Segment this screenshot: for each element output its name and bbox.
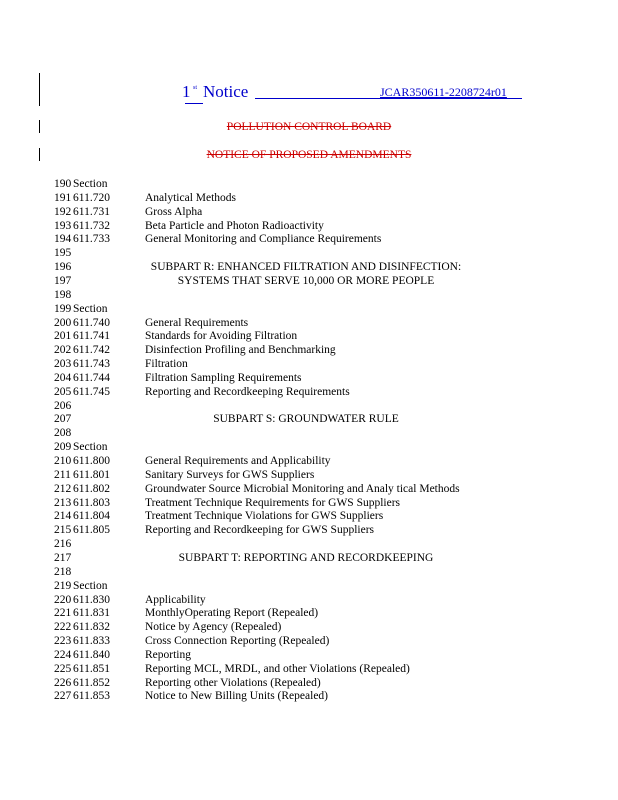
section-number: 611.851 — [73, 662, 110, 675]
listing-line — [0, 329, 618, 343]
listing-line — [0, 689, 618, 703]
listing-line — [0, 371, 618, 385]
section-number: 611.831 — [73, 607, 110, 620]
section-number: 611.742 — [73, 344, 110, 357]
section-number: 611.732 — [73, 219, 110, 232]
line-number: 203 — [54, 358, 72, 371]
listing-line — [0, 676, 618, 690]
listing-line — [0, 191, 618, 205]
listing-line — [0, 551, 618, 565]
listing-line — [0, 385, 618, 399]
line-number: 214 — [54, 510, 72, 523]
line-number: 202 — [54, 344, 72, 357]
section-title: Cross Connection Reporting (Repealed) — [145, 635, 330, 648]
listing-line — [0, 412, 618, 426]
line-number: 210 — [54, 455, 72, 467]
section-title: Treatment Technique Requirements for GWS Suppliers — [145, 496, 401, 509]
listing-line — [0, 426, 618, 440]
board-title: POLLUTION CONTROL BOARD — [226, 121, 392, 133]
line-number: 194 — [54, 233, 72, 246]
header-document-id: JCAR350611-2208724r01 — [380, 85, 507, 99]
line-number: 219 — [54, 579, 72, 592]
section-number: 611.833 — [73, 635, 110, 648]
listing-line — [0, 260, 618, 274]
listing-line — [0, 302, 618, 316]
listing-line — [0, 648, 618, 662]
listing-line — [0, 468, 618, 482]
line-number: 205 — [54, 385, 72, 398]
line-number: 221 — [54, 607, 72, 620]
section-title: Groundwater Source Microbial Monitoring and Analy tical Methods — [145, 482, 460, 495]
line-number: 209 — [54, 441, 72, 454]
listing-line — [0, 357, 618, 371]
section-title: Analytical Methods — [145, 191, 237, 204]
section-title: General Requirements and Applicability — [145, 455, 331, 467]
line-number: 200 — [54, 316, 72, 329]
section-number: Section — [73, 302, 108, 315]
section-number: 611.743 — [73, 358, 110, 371]
line-number: 220 — [54, 593, 72, 606]
line-number: 217 — [54, 551, 72, 564]
line-number: 223 — [54, 635, 72, 648]
listing-line — [0, 454, 618, 468]
listing-line — [0, 232, 618, 246]
header-rule-short — [185, 103, 203, 104]
section-number: 611.830 — [73, 593, 110, 606]
listing-line — [0, 620, 618, 634]
line-number: 224 — [54, 648, 72, 661]
line-number: 215 — [54, 524, 72, 537]
section-title: Filtration Sampling Requirements — [145, 371, 302, 384]
header-number: 1 — [182, 82, 191, 101]
line-number: 204 — [54, 371, 72, 384]
section-number: Section — [73, 441, 108, 454]
subpart-heading: SUBPART T: REPORTING AND RECORDKEEPING — [178, 551, 434, 564]
listing-line — [0, 662, 618, 676]
section-number: 611.741 — [73, 330, 110, 343]
section-title: Reporting and Recordkeeping for GWS Suppliers — [145, 524, 374, 537]
section-title: Reporting MCL, MRDL, and other Violations (Repealed) — [145, 662, 410, 675]
section-title: Reporting other Violations (Repealed) — [145, 676, 321, 689]
line-number: 211 — [54, 468, 71, 481]
section-number: 611.805 — [73, 524, 110, 537]
listing-line — [0, 219, 618, 233]
section-number: 611.802 — [73, 482, 110, 495]
listing-line — [0, 205, 618, 219]
notice-title: NOTICE OF PROPOSED AMENDMENTS — [206, 149, 412, 161]
section-number: 611.731 — [73, 205, 110, 218]
section-number: 611.840 — [73, 648, 110, 661]
line-number: 207 — [54, 413, 72, 426]
subpart-heading: SYSTEMS THAT SERVE 10,000 OR MORE PEOPLE — [177, 274, 435, 287]
section-title: Standards for Avoiding Filtration — [145, 330, 298, 343]
line-number: 199 — [54, 302, 72, 315]
listing-line — [0, 523, 618, 537]
section-number: 611.852 — [73, 676, 110, 689]
line-number: 213 — [54, 496, 72, 509]
section-title: Treatment Technique Violations for GWS Suppliers — [145, 510, 384, 523]
section-title: Reporting — [145, 648, 191, 661]
section-number: 611.800 — [73, 455, 110, 467]
line-number: 212 — [54, 482, 72, 495]
line-number: 218 — [54, 565, 72, 578]
listing-line — [0, 440, 618, 454]
line-number: 198 — [54, 288, 72, 301]
section-title: Filtration — [145, 358, 188, 371]
section-number: 611.853 — [73, 690, 110, 703]
section-title: Sanitary Surveys for GWS Suppliers — [145, 468, 315, 481]
listing-line — [0, 177, 618, 191]
section-number: 611.740 — [73, 316, 110, 329]
listing-line — [0, 343, 618, 357]
line-number: 192 — [54, 205, 72, 218]
line-number: 190 — [54, 178, 72, 190]
section-title: Reporting and Recordkeeping Requirements — [145, 385, 350, 398]
section-title: General Requirements — [145, 316, 249, 329]
line-number: 222 — [54, 621, 72, 634]
line-number: 227 — [54, 690, 72, 703]
section-number: 611.832 — [73, 621, 110, 634]
section-number: 611.720 — [73, 191, 110, 204]
line-number: 206 — [54, 399, 72, 412]
line-number: 208 — [54, 427, 72, 440]
line-number: 226 — [54, 676, 72, 689]
listing-line — [0, 579, 618, 593]
listing-line — [0, 509, 618, 523]
page-header — [0, 82, 618, 104]
line-number: 197 — [54, 274, 72, 287]
listing-line — [0, 606, 618, 620]
line-number: 191 — [54, 191, 72, 204]
section-number: 611.744 — [73, 371, 110, 384]
line-number: 225 — [54, 662, 72, 675]
listing-line — [0, 246, 618, 260]
section-title: Applicability — [145, 593, 206, 606]
listing-line — [0, 399, 618, 413]
listing-line — [0, 537, 618, 551]
section-number: 611.733 — [73, 233, 110, 246]
header-superscript: st — [193, 85, 198, 91]
line-number: 196 — [54, 261, 72, 274]
section-number: Section — [73, 579, 108, 592]
section-number: 611.804 — [73, 510, 110, 523]
line-number: 216 — [54, 538, 72, 551]
line-number: 195 — [54, 247, 72, 260]
section-number: 611.801 — [73, 468, 110, 481]
listing-line — [0, 274, 618, 288]
section-title: Beta Particle and Photon Radioactivity — [145, 219, 324, 232]
listing-line — [0, 593, 618, 607]
section-number: 611.803 — [73, 496, 110, 509]
listing-line — [0, 288, 618, 302]
listing-line — [0, 565, 618, 579]
section-title: Disinfection Profiling and Benchmarking — [145, 344, 336, 357]
line-number: 193 — [54, 219, 72, 232]
listing-line — [0, 634, 618, 648]
section-title: Notice by Agency (Repealed) — [145, 621, 282, 634]
subpart-heading: SUBPART R: ENHANCED FILTRATION AND DISINFECTION: — [150, 261, 462, 274]
line-number: 201 — [54, 330, 72, 343]
section-number: Section — [73, 178, 108, 190]
listing-line — [0, 496, 618, 510]
section-title: General Monitoring and Compliance Requirements — [145, 233, 382, 246]
section-title: Notice to New Billing Units (Repealed) — [145, 690, 329, 703]
section-number: 611.745 — [73, 385, 110, 398]
listing-line — [0, 482, 618, 496]
header-notice: Notice — [203, 82, 249, 101]
section-title: MonthlyOperating Report (Repealed) — [145, 607, 319, 620]
subpart-heading: SUBPART S: GROUNDWATER RULE — [213, 413, 399, 426]
section-title: Gross Alpha — [145, 205, 203, 218]
listing-line — [0, 316, 618, 330]
